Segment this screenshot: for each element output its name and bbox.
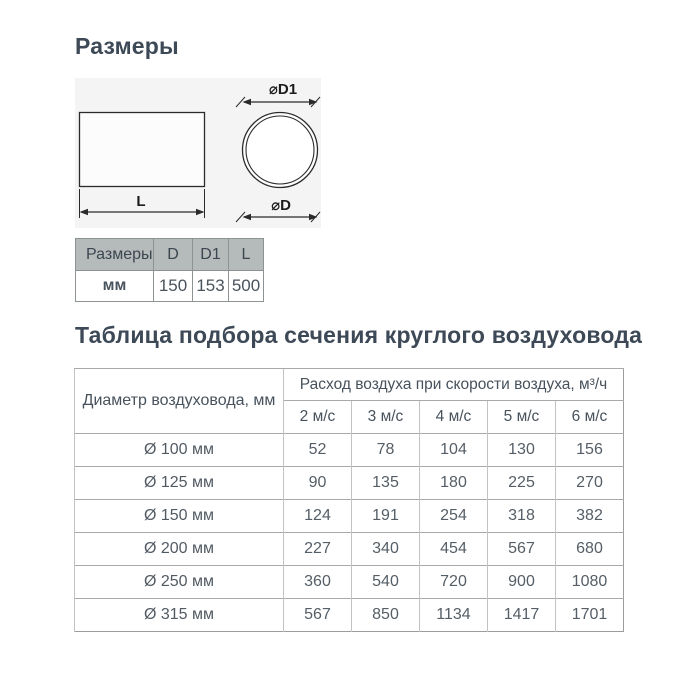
flow-value-cell: 1701 bbox=[556, 599, 624, 632]
table-row bbox=[75, 467, 624, 500]
arrowhead-left-icon bbox=[243, 214, 252, 221]
dims-unit-cell: мм bbox=[76, 271, 154, 302]
flow-value-cell: 254 bbox=[420, 500, 488, 533]
flow-value-cell: 900 bbox=[488, 566, 556, 599]
table-row bbox=[75, 434, 624, 467]
diameter-cell: Ø 250 мм bbox=[75, 566, 284, 599]
flow-value-cell: 340 bbox=[352, 533, 420, 566]
diameter-cell: Ø 150 мм bbox=[75, 500, 284, 533]
column-header-speed-5: 5 м/с bbox=[488, 401, 556, 434]
dims-d-value: 150 bbox=[154, 271, 193, 302]
table-row bbox=[75, 566, 624, 599]
dims-header-name: Размеры bbox=[76, 239, 154, 271]
flow-value-cell: 540 bbox=[352, 566, 420, 599]
column-header-speed-6: 6 м/с bbox=[556, 401, 624, 434]
duct-front-view-outer bbox=[243, 113, 318, 188]
flow-value-cell: 180 bbox=[420, 467, 488, 500]
column-group-header-flow: Расход воздуха при скорости воздуха, м³/ч bbox=[284, 369, 624, 401]
flow-value-cell: 225 bbox=[488, 467, 556, 500]
dims-header-d1: D1 bbox=[193, 239, 229, 271]
table-row bbox=[75, 500, 624, 533]
flow-value-cell: 567 bbox=[284, 599, 352, 632]
section-title-dimensions: Размеры bbox=[75, 33, 179, 59]
flow-value-cell: 90 bbox=[284, 467, 352, 500]
flow-value-cell: 227 bbox=[284, 533, 352, 566]
dims-header-l: L bbox=[229, 239, 264, 271]
flow-value-cell: 1080 bbox=[556, 566, 624, 599]
column-header-speed-2: 2 м/с bbox=[284, 401, 352, 434]
duct-side-view bbox=[80, 113, 205, 187]
flow-value-cell: 124 bbox=[284, 500, 352, 533]
flow-value-cell: 454 bbox=[420, 533, 488, 566]
column-header-speed-4: 4 м/с bbox=[420, 401, 488, 434]
flow-value-cell: 680 bbox=[556, 533, 624, 566]
column-header-speed-3: 3 м/с bbox=[352, 401, 420, 434]
table-header-row bbox=[75, 369, 624, 401]
duct-drawing-svg bbox=[75, 78, 321, 228]
flow-value-cell: 191 bbox=[352, 500, 420, 533]
flow-value-cell: 78 bbox=[352, 434, 420, 467]
arrowhead-right-icon bbox=[196, 209, 205, 216]
flow-value-cell: 382 bbox=[556, 500, 624, 533]
flow-value-cell: 720 bbox=[420, 566, 488, 599]
length-dimension-label: L bbox=[136, 193, 146, 210]
d-dimension-label: ⌀D bbox=[271, 197, 291, 214]
flow-value-cell: 156 bbox=[556, 434, 624, 467]
diameter-cell: Ø 100 мм bbox=[75, 434, 284, 467]
dims-d1-value: 153 bbox=[193, 271, 229, 302]
duct-selection-table bbox=[74, 368, 624, 632]
arrowhead-left-icon bbox=[80, 209, 89, 216]
flow-value-cell: 1134 bbox=[420, 599, 488, 632]
arrowhead-left-icon bbox=[243, 99, 252, 106]
flow-value-cell: 1417 bbox=[488, 599, 556, 632]
dimensions-table bbox=[75, 238, 264, 302]
flow-value-cell: 318 bbox=[488, 500, 556, 533]
table-row bbox=[76, 271, 264, 302]
diameter-cell: Ø 200 мм bbox=[75, 533, 284, 566]
duct-technical-drawing bbox=[75, 78, 321, 228]
flow-value-cell: 360 bbox=[284, 566, 352, 599]
flow-value-cell: 270 bbox=[556, 467, 624, 500]
flow-value-cell: 52 bbox=[284, 434, 352, 467]
d1-dimension-label: ⌀D1 bbox=[268, 81, 298, 98]
table-header-row bbox=[76, 239, 264, 271]
flow-value-cell: 567 bbox=[488, 533, 556, 566]
diameter-cell: Ø 315 мм bbox=[75, 599, 284, 632]
dims-header-d: D bbox=[154, 239, 193, 271]
table-row bbox=[75, 599, 624, 632]
table-row bbox=[75, 533, 624, 566]
column-header-diameter: Диаметр воздуховода, мм bbox=[75, 369, 284, 434]
flow-value-cell: 104 bbox=[420, 434, 488, 467]
section-title-selection: Таблица подбора сечения круглого воздуховода bbox=[75, 322, 643, 348]
diameter-cell: Ø 125 мм bbox=[75, 467, 284, 500]
dims-l-value: 500 bbox=[229, 271, 264, 302]
flow-value-cell: 135 bbox=[352, 467, 420, 500]
flow-value-cell: 130 bbox=[488, 434, 556, 467]
flow-value-cell: 850 bbox=[352, 599, 420, 632]
